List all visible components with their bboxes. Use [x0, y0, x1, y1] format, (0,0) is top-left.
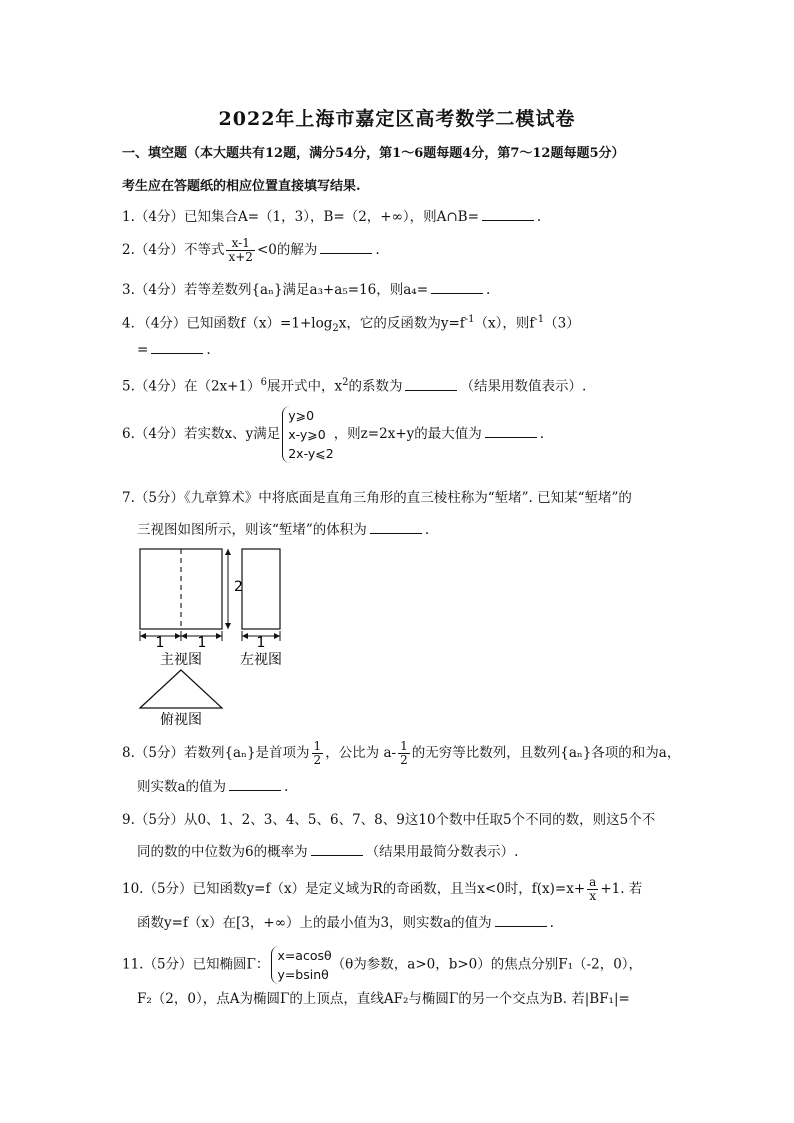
answer-blank: [311, 843, 363, 856]
q11-pre: 11.（5分）已知椭圆Γ：: [122, 956, 270, 973]
dim-arrow: [181, 633, 187, 639]
dim-arrow: [140, 633, 146, 639]
question-9: 9.（5分）从0、1、2、3、4、5、6、7、8、9这10个数中任取5个不同的数，则这5个不: [122, 812, 656, 828]
numerator: x-1: [226, 237, 254, 251]
q10-part: +1. 若: [600, 881, 643, 897]
denominator: x+2: [228, 250, 253, 264]
constraint-row: y⩾0: [288, 408, 315, 423]
q4-equals: =: [137, 342, 149, 358]
question-7-line2: 三视图如图所示，则该“堑堵”的体积为 .: [137, 522, 430, 538]
question-2: 2.（4分）不等式 $\frac{x-1}{x+2}$ <0的解为 .: [122, 236, 380, 264]
superscript: -1: [464, 314, 475, 325]
superscript: -1: [534, 314, 545, 325]
dim-arrow: [274, 633, 280, 639]
numerator: 1: [400, 739, 408, 753]
numerator: a: [589, 875, 597, 889]
section-instruction: 考生应在答题纸的相应位置直接填写结果.: [122, 179, 361, 194]
q5-part: 的系数为: [348, 378, 403, 395]
question-1: 1.（4分）已知集合A=（1，3），B=（2，+∞），则A∩B= .: [122, 209, 542, 225]
answer-blank: [229, 778, 281, 791]
q7-text: 三视图如图所示，则该“堑堵”的体积为: [137, 522, 367, 538]
question-10: [122, 876, 642, 903]
q6-post: ，则z=2x+y的最大值为: [333, 426, 482, 442]
question-6: 6.（4分）若实数x、y满足 y⩾0 x-y⩾0 2x-y⩽2 ，则z=2x+y的最大值为 .: [122, 408, 545, 461]
subscript: 2: [332, 323, 339, 335]
question-4-line2: = .: [137, 342, 211, 358]
q2-post: <0的解为: [256, 242, 318, 258]
denominator: 2: [400, 753, 408, 767]
top-view-label: 俯视图: [160, 712, 202, 728]
question-5: [122, 374, 586, 396]
dim-arrow: [242, 633, 248, 639]
constraint-row: 2x-y⩽2: [288, 446, 334, 461]
q4-part: x，它的反函数为y=f: [338, 315, 465, 332]
numerator: 1: [313, 739, 322, 753]
dim-label-right: 1: [197, 635, 207, 651]
answer-blank: [320, 241, 372, 254]
dim-arrow: [225, 549, 231, 555]
page-title: 2022年上海市嘉定区高考数学二模试卷: [218, 108, 576, 130]
fraction: [226, 237, 254, 264]
question-8: [122, 740, 680, 767]
question-11: [122, 946, 642, 984]
q4-part: 4．（4分）已知函数f（x）=1+log: [122, 315, 333, 332]
dim-arrow: [225, 623, 231, 629]
section-heading: 一、填空题（本大题共有12题，满分54分，第1～6题每题4分，第7～12题每题5分）: [122, 146, 625, 161]
equation-row: y=bsinθ: [277, 967, 329, 982]
question-10-line2: 函数y=f（x）在[3，+∞）上的最小值为3，则实数a的值为 .: [137, 915, 554, 931]
fraction: [312, 740, 324, 767]
side-view-label: 左视图: [240, 652, 282, 668]
answer-blank: [482, 208, 534, 221]
equation-row: x=acosθ: [277, 948, 332, 963]
q8-part: 8.（5分）若数列{aₙ}是首项为: [122, 745, 310, 761]
parametric-system: [271, 946, 331, 984]
constraint-row: x-y⩾0: [288, 427, 326, 442]
q5-part: 5.（4分）在（2x+1）: [122, 378, 261, 395]
q11-post: （θ为参数，a>0，b>0）的焦点分别F₁（-2，0），: [331, 956, 643, 973]
fraction: [587, 876, 598, 903]
q4-part: （x），则f: [474, 315, 535, 332]
q5-part: 展开式中，x: [266, 378, 343, 395]
question-11-line2: F₂（2，0），点A为椭圆Γ的上顶点，直线AF₂与椭圆Γ的另一个交点为B. 若|BF₁|=: [137, 991, 630, 1007]
top-view-triangle: [140, 670, 222, 708]
dim-arrow: [216, 633, 222, 639]
dim-label-left: 1: [155, 635, 165, 651]
dim-label-side: 1: [256, 635, 266, 651]
denominator: x: [589, 889, 597, 903]
dim-label-height: 2: [234, 579, 243, 595]
side-view-rect: [242, 549, 280, 629]
three-view-figure: [136, 543, 296, 728]
inequality-system: [282, 406, 333, 463]
question-7: 7.（5分）《九章算术》中将底面是直角三角形的直三棱柱称为“堑堵”. 已知某“堑堵”的: [122, 490, 632, 506]
q10-text: 函数y=f（x）在[3，+∞）上的最小值为3，则实数a的值为: [137, 915, 492, 931]
superscript: 2: [342, 377, 349, 388]
answer-blank: [495, 914, 547, 927]
q3-text: 3.（4分）若等差数列{aₙ}满足a₃+a₅=16，则a₄=: [122, 282, 429, 298]
fraction: [398, 740, 410, 767]
q9-text: 同的数的中位数为6的概率为: [137, 844, 308, 860]
answer-blank: [485, 425, 537, 438]
question-4: [122, 311, 580, 338]
denominator: 2: [313, 753, 322, 767]
q8-part: 的无穷等比数列，且数列{aₙ}各项的和为a，: [411, 745, 681, 761]
superscript: 6: [260, 377, 267, 388]
q1-text: 1.（4分）已知集合A=（1，3），B=（2，+∞），则A∩B=: [122, 209, 479, 225]
q2-pre: 2.（4分）不等式: [122, 242, 225, 258]
front-view-label: 主视图: [160, 652, 202, 668]
answer-blank: [431, 281, 483, 294]
question-9-line2: [137, 843, 518, 861]
q6-pre: 6.（4分）若实数x、y满足: [122, 426, 281, 442]
q9-text: （结果用最简分数表示）.: [365, 844, 519, 860]
q4-part: （3）: [544, 315, 580, 332]
question-8-line2: 则实数a的值为 .: [137, 779, 289, 795]
dim-arrow: [175, 633, 181, 639]
answer-blank: [151, 341, 203, 354]
answer-blank: [370, 521, 422, 534]
q8-text: 则实数a的值为: [137, 779, 227, 795]
answer-blank: [405, 378, 457, 391]
question-3: 3.（4分）若等差数列{aₙ}满足a₃+a₅=16，则a₄= .: [122, 282, 491, 298]
q8-part: ，公比为 a-: [325, 745, 397, 761]
q10-part: 10.（5分）已知函数y=f（x）是定义域为R的奇函数，且当x<0时，f(x)=x+: [122, 881, 586, 897]
q5-part: （结果用数值表示）.: [460, 378, 587, 395]
